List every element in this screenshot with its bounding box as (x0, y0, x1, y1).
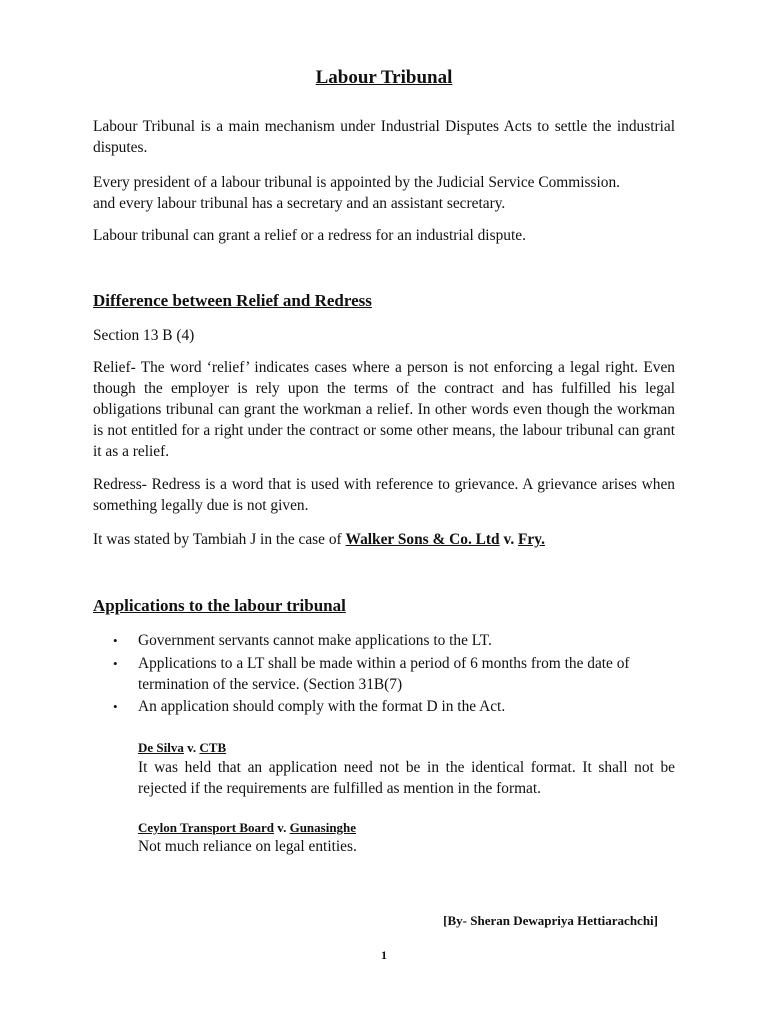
case-party-walker: Walker Sons & Co. Ltd (345, 531, 500, 548)
list-item (93, 630, 675, 651)
case-citation-walker (93, 529, 675, 550)
applications-bullet-list (93, 630, 675, 719)
intro-paragraph-1: Labour Tribunal is a main mechanism under Industrial Disputes Acts to settle the industrial disputes. (93, 118, 675, 156)
author-credit: [By- Sheran Dewapriya Hettiarachchi] (443, 913, 658, 928)
section-reference: Section 13 B (4) (93, 327, 195, 344)
case-title-de-silva (138, 740, 226, 756)
case-versus: v. (274, 820, 290, 835)
intro-paragraph-2-line-1: Every president of a labour tribunal is appointed by the Judicial Service Commission. (93, 174, 621, 191)
bullet-icon: • (113, 699, 118, 714)
redress-definition: Redress- Redress is a word that is used with reference to grievance. A grievance arises when something legally due is not given. (93, 476, 675, 514)
case-party-de-silva: De Silva (138, 740, 184, 755)
intro-paragraph-2 (93, 172, 675, 214)
intro-paragraph-2-line-2: and every labour tribunal has a secretary and an assistant secretary. (93, 195, 506, 212)
case-intro-text: It was stated by Tambiah J in the case of (93, 531, 346, 548)
list-item (93, 696, 675, 717)
bullet-text: An application should comply with the format D in the Act. (138, 698, 506, 715)
relief-definition: Relief- The word ‘relief’ indicates cases where a person is not enforcing a legal right. Even though the employer is rely upon the terms of the contract and has fulfilled his legal obligations tribunal can grant the workman a relief. In other words even though the workman is not entitled for a right under the contract or some other means, the labour tribunal can grant it as a relief. (93, 359, 675, 460)
bullet-text: Government servants cannot make applications to the LT. (138, 632, 492, 649)
case-holding-ceylon-transport: Not much reliance on legal entities. (138, 838, 357, 855)
case-party-gunasinghe: Gunasinghe (289, 820, 357, 835)
relief-redress-heading: Difference between Relief and Redress (93, 291, 372, 310)
page-number: 1 (381, 948, 387, 962)
applications-heading: Applications to the labour tribunal (93, 596, 346, 615)
page-title: Labour Tribunal (315, 67, 453, 88)
case-versus: v. (183, 740, 200, 755)
case-party-ceylon-transport-board: Ceylon Transport Board (138, 820, 275, 835)
bullet-icon: • (113, 633, 118, 648)
case-party-fry: Fry. (518, 531, 545, 548)
list-item (93, 653, 675, 695)
case-party-ctb: CTB (199, 740, 227, 755)
case-holding-de-silva: It was held that an application need not be in the identical format. It shall not be rejected if the requirements are fulfilled as mention in the format. (138, 759, 675, 797)
case-title-ceylon-transport (138, 820, 356, 836)
case-versus: v. (499, 531, 519, 548)
bullet-text: Applications to a LT shall be made within a period of 6 months from the date of termination of the service. (Section 31B(7) (138, 654, 630, 693)
bullet-icon: • (113, 655, 118, 671)
intro-paragraph-3: Labour tribunal can grant a relief or a redress for an industrial dispute. (93, 227, 526, 244)
